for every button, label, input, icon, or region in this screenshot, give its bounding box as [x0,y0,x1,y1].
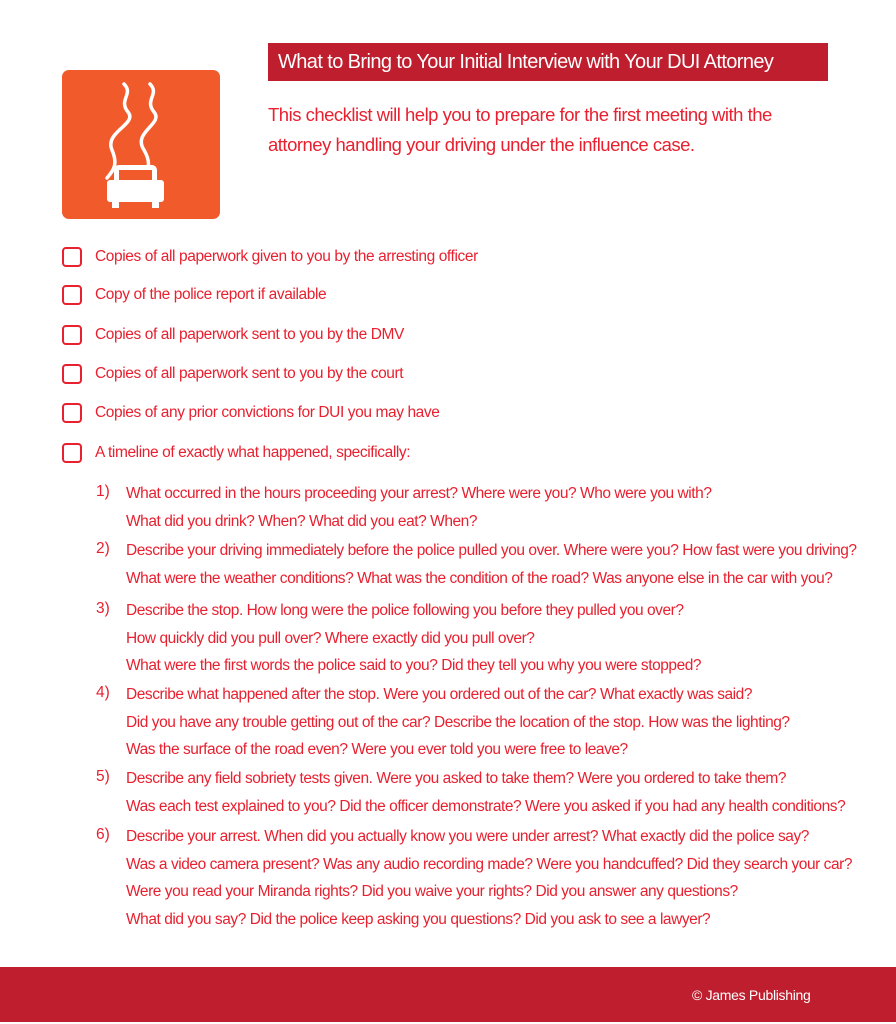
checklist-item-label: Copies of all paperwork given to you by the arresting officer [95,248,478,265]
timeline-line: Was each test explained to you? Did the officer demonstrate? Were you asked if you had any health conditions? [126,797,846,815]
checklist-item[interactable] [62,442,411,464]
checkbox[interactable] [62,403,82,423]
checklist-item-label: A timeline of exactly what happened, specifically: [95,444,411,461]
timeline-line: What did you say? Did the police keep asking you questions? Did you ask to see a lawyer? [126,910,711,928]
checkbox[interactable] [62,247,82,267]
timeline-line: Was the surface of the road even? Were you ever told you were free to leave? [126,741,628,758]
timeline-line: Describe your arrest. When did you actually know you were under arrest? What exactly did the police say? [126,828,809,845]
timeline-number: 6) [96,826,110,843]
timeline-item [126,823,852,933]
intro-line: attorney handling your driving under the influence case. [268,134,695,155]
timeline-line: What were the weather conditions? What was the condition of the road? Was anyone else in the car with you? [126,569,833,587]
checklist-item-label: Copies of all paperwork sent to you by the court [95,365,404,382]
timeline-line: Was a video camera present? Was any audio recording made? Were you handcuffed? Did they search your car? [126,855,853,873]
timeline-line: What occurred in the hours proceeding your arrest? Where were you? Who were you with? [126,485,712,502]
checkbox[interactable] [62,364,82,384]
checklist-item-label: Copies of any prior convictions for DUI you may have [95,404,440,421]
copyright: © James Publishing [692,987,811,1003]
checklist-item[interactable] [62,246,478,268]
timeline-line: Describe what happened after the stop. Were you ordered out of the car? What exactly was said? [126,686,753,703]
checkbox[interactable] [62,325,82,345]
checkbox[interactable] [62,443,82,463]
checklist-item[interactable] [62,402,440,424]
timeline-line: How quickly did you pull over? Where exactly did you pull over? [126,629,535,647]
timeline-line: Were you read your Miranda rights? Did you waive your rights? Did you answer any questions? [126,883,738,900]
timeline-item [126,681,790,764]
timeline-number: 5) [96,768,110,785]
car-smoke-icon [62,70,220,219]
checklist-item-label: Copies of all paperwork sent to you by the DMV [95,326,404,343]
checklist-item[interactable] [62,284,327,306]
timeline-line: Describe any field sobriety tests given. Were you asked to take them? Were you ordered to take them? [126,770,787,787]
timeline-line: Describe the stop. How long were the police following you before they pulled you over? [126,602,684,619]
timeline-line: Describe your driving immediately before the police pulled you over. Where were you? How fast were you driving? [126,542,857,559]
checklist-item-label: Copy of the police report if available [95,286,327,303]
timeline-number: 2) [96,540,110,557]
intro-text [268,100,828,160]
intro-line: This checklist will help you to prepare for the first meeting with the [268,104,772,125]
timeline-number: 4) [96,684,110,701]
timeline-item [126,537,857,592]
footer [0,967,896,1022]
page-title: What to Bring to Your Initial Interview with Your DUI Attorney [268,43,828,81]
timeline-item [126,480,712,535]
timeline-line: What did you drink? When? What did you eat? When? [126,512,478,530]
timeline-line: What were the first words the police said to you? Did they tell you why you were stopped? [126,657,702,674]
timeline-number: 3) [96,600,110,617]
checklist-item[interactable] [62,324,404,346]
timeline-line: Did you have any trouble getting out of the car? Describe the location of the stop. How was the lighting? [126,713,790,731]
checklist-item[interactable] [62,363,404,385]
timeline-item [126,597,701,680]
checkbox[interactable] [62,285,82,305]
timeline-number: 1) [96,483,110,500]
timeline-item [126,765,845,820]
